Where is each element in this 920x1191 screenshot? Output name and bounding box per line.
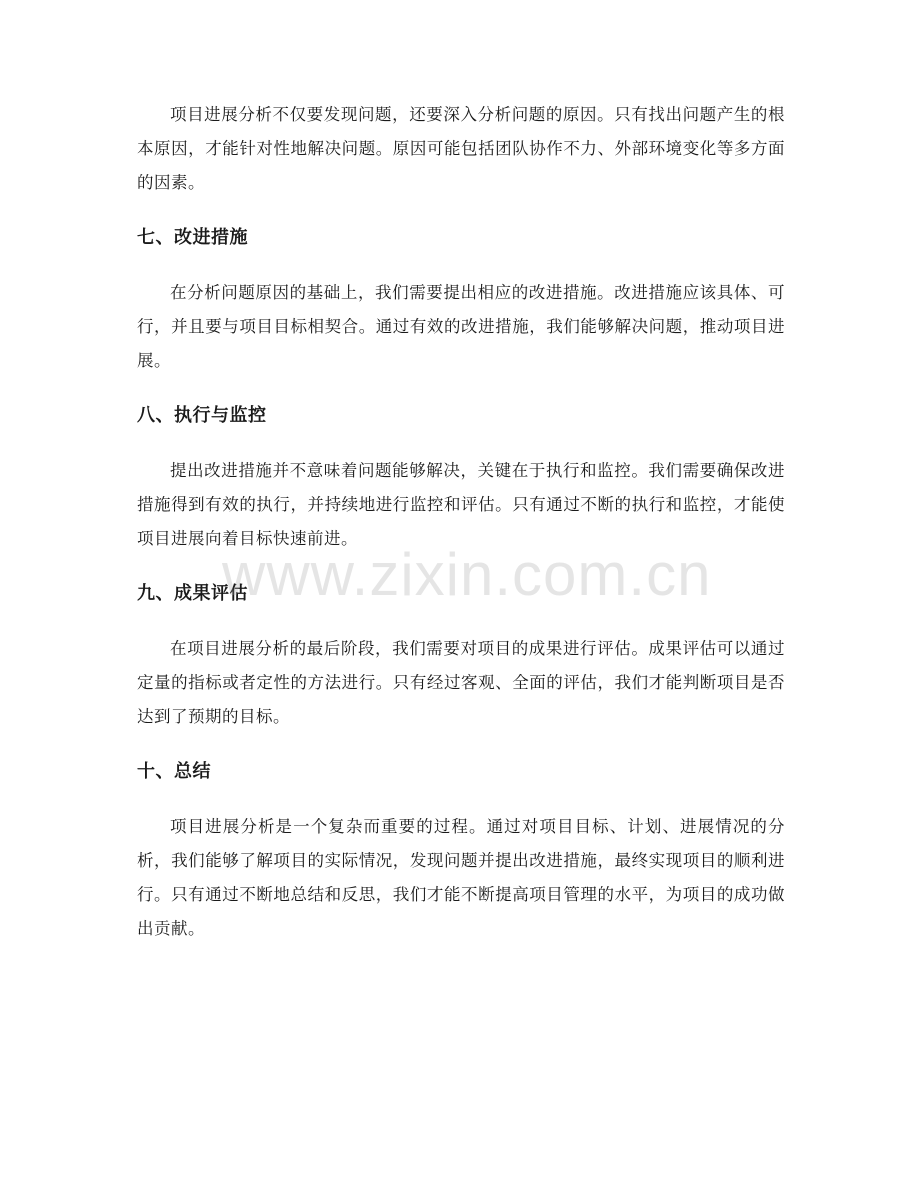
intro-paragraph: 项目进展分析不仅要发现问题，还要深入分析问题的原因。只有找出问题产生的根本原因，才能针对性地解决问题。原因可能包括团队协作不力、外部环境变化等多方面的因素。 bbox=[137, 105, 785, 192]
section-heading-8: 八、执行与监控 bbox=[137, 405, 267, 426]
section-body-8: 提出改进措施并不意味着问题能够解决，关键在于执行和监控。我们需要确保改进措施得到有效的执行，并持续地进行监控和评估。只有通过不断的执行和监控，才能使项目进展向着目标快速前进。 bbox=[137, 461, 785, 548]
section-heading-10: 十、总结 bbox=[137, 761, 211, 782]
section-heading-9: 九、成果评估 bbox=[137, 583, 248, 604]
section-body-9: 在项目进展分析的最后阶段，我们需要对项目的成果进行评估。成果评估可以通过定量的指标或者定性的方法进行。只有经过客观、全面的评估，我们才能判断项目是否达到了预期的目标。 bbox=[137, 639, 785, 726]
section-heading-7: 七、改进措施 bbox=[137, 227, 248, 248]
document-page bbox=[137, 98, 785, 946]
section-body-10: 项目进展分析是一个复杂而重要的过程。通过对项目目标、计划、进展情况的分析，我们能够了解项目的实际情况，发现问题并提出改进措施，最终实现项目的顺利进行。只有通过不断地总结和反思，我们才能不断提高项目管理的水平，为项目的成功做出贡献。 bbox=[137, 817, 785, 938]
section-body-7: 在分析问题原因的基础上，我们需要提出相应的改进措施。改进措施应该具体、可行，并且要与项目目标相契合。通过有效的改进措施，我们能够解决问题，推动项目进展。 bbox=[137, 283, 785, 370]
watermark-text: www.zixin.com.cn bbox=[222, 541, 712, 608]
